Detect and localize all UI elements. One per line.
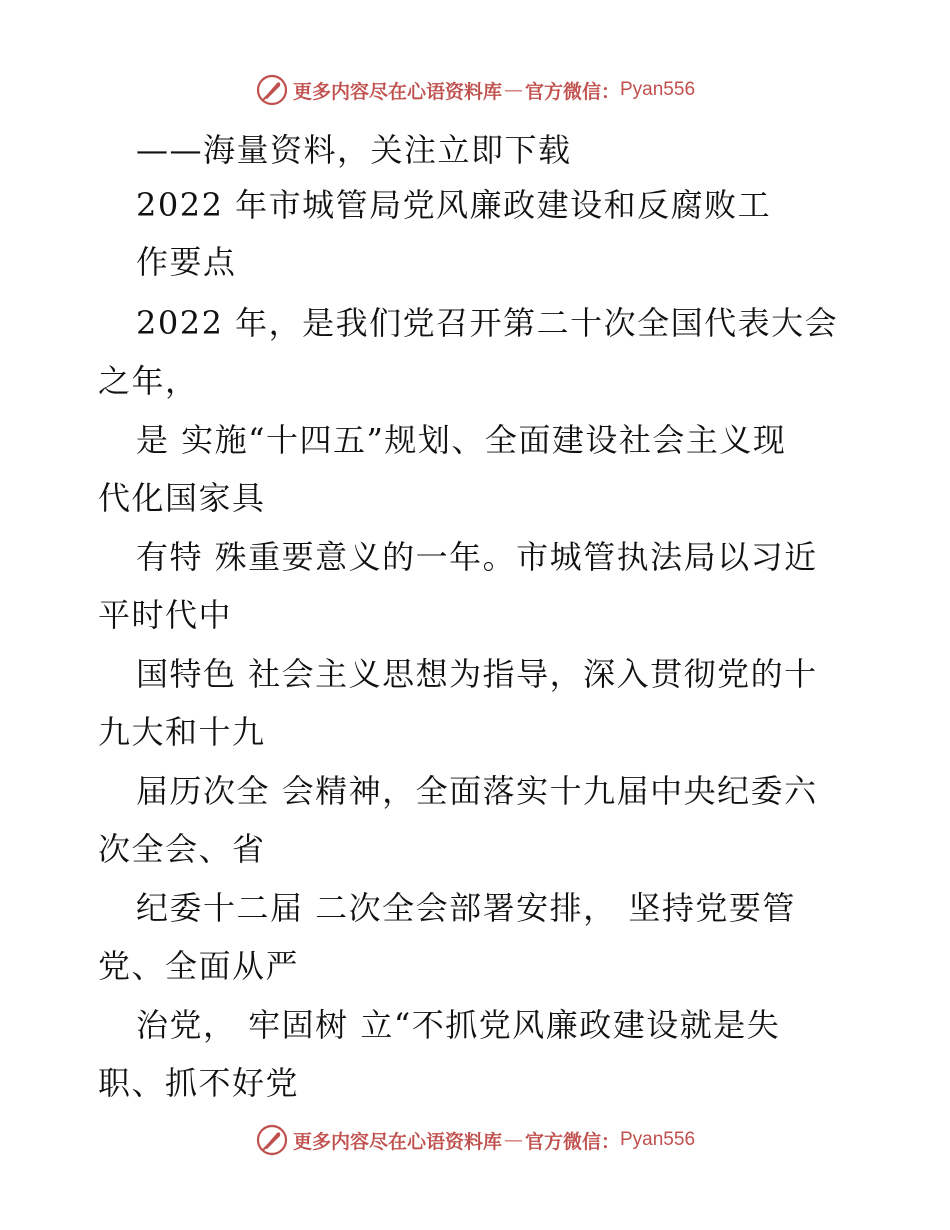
text-line: 党、全面从严 — [98, 947, 300, 985]
text-line: 2022 年，是我们党召开第二十次全国代表大会 — [136, 304, 839, 342]
footer-watermark — [0, 1120, 950, 1160]
text-line: 是 实施“十四五”规划、全面建设社会主义现 — [136, 421, 787, 459]
text-line: 代化国家具 — [98, 479, 266, 517]
text-line: 有特 殊重要意义的一年。市城管执法局以习近 — [136, 538, 818, 576]
text-line: 届历次全 会精神，全面落实十九届中央纪委六 — [136, 772, 818, 810]
text-line: 职、抓不好党 — [98, 1064, 300, 1102]
text-line: 次全会、省 — [98, 830, 266, 868]
text-line: 治党， 牢固树 立“不抓党风廉政建设就是失 — [136, 1006, 781, 1044]
text-line: 之年， — [98, 362, 199, 400]
text-line: ——海量资料，关注立即下载 — [136, 131, 572, 169]
watermark-site-text: 更多内容尽在心语资料库 — [292, 80, 502, 103]
text-line: 平时代中 — [98, 596, 233, 634]
watermark-wechat-label: 官方微信： — [524, 80, 620, 103]
text-line: 作要点 — [136, 243, 237, 281]
text-line: 2022 年市城管局党风廉政建设和反腐败工 — [136, 186, 772, 224]
watermark-separator: — — [503, 79, 523, 101]
watermark-wechat-label: 官方微信： — [524, 1130, 620, 1153]
watermark-wechat-id: Pyan556 — [620, 1129, 696, 1150]
quill-logo-icon — [255, 73, 289, 107]
text-line: 九大和十九 — [98, 713, 266, 751]
watermark-wechat-id: Pyan556 — [620, 79, 696, 100]
watermark-site-text: 更多内容尽在心语资料库 — [292, 1130, 502, 1153]
text-line: 纪委十二届 二次全会部署安排， 坚持党要管 — [136, 889, 796, 927]
text-line: 国特色 社会主义思想为指导，深入贯彻党的十 — [136, 655, 818, 693]
header-watermark — [0, 70, 950, 110]
quill-logo-icon — [255, 1123, 289, 1157]
watermark-separator: — — [503, 1129, 523, 1151]
